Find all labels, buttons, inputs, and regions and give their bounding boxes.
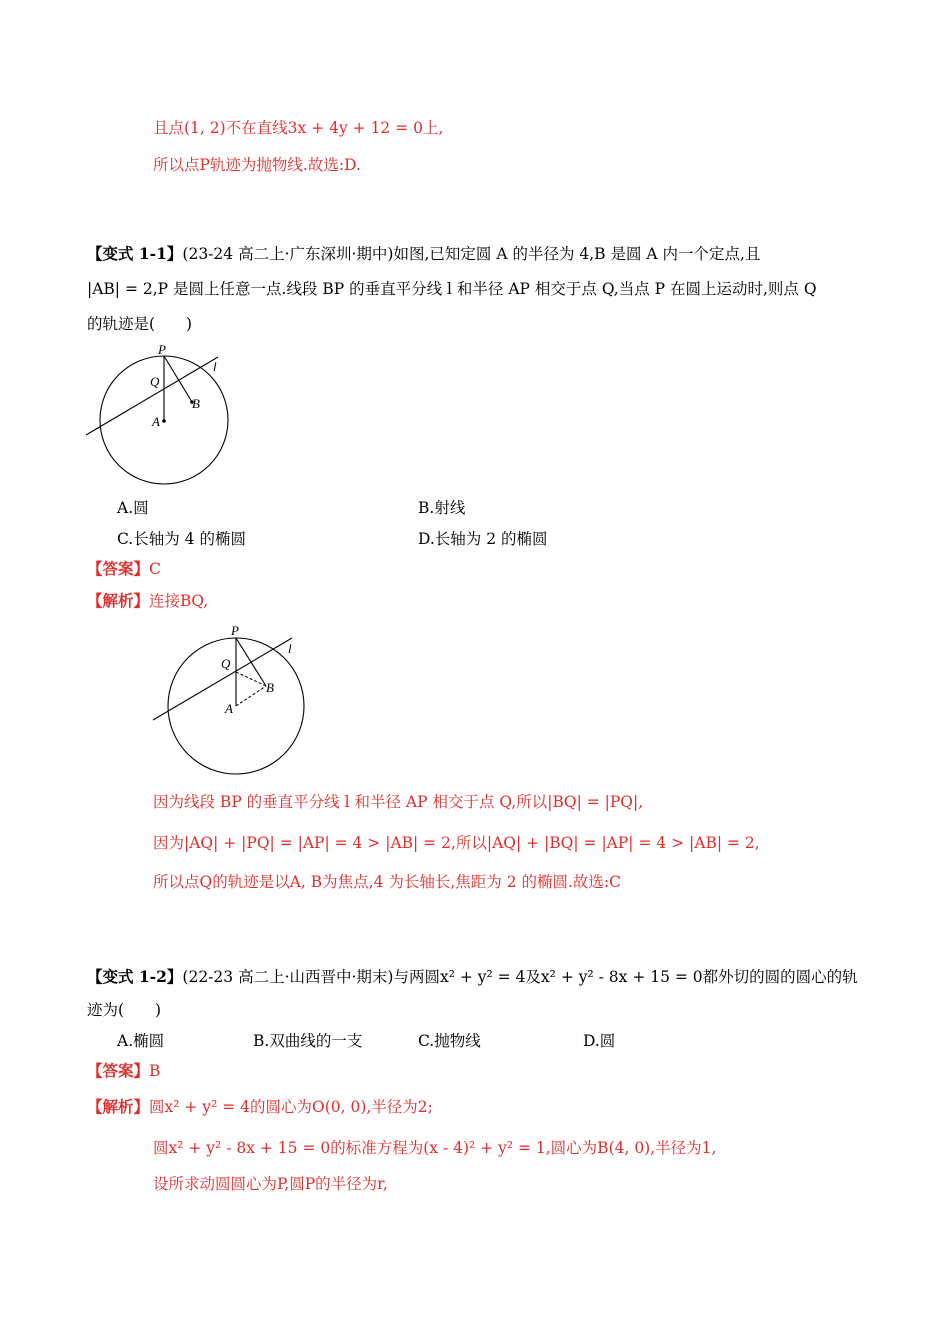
figure1-label-b: B [192, 396, 200, 411]
q1-stem-text-1: (23-24 高二上·广东深圳·期中)如图,已知定圆 A 的半径为 4,B 是圆 A 内一个定点,且 [182, 245, 761, 263]
q1-option-d: D.长轴为 2 的椭圆 [418, 530, 548, 548]
q1-solution-line-3: 所以点Q的轨迹是以A, B为焦点,4 为长轴长,焦距为 2 的椭圆.故选:C [153, 873, 622, 891]
figure2-label-b: B [266, 680, 274, 695]
q2-answer-value: B [149, 1062, 161, 1080]
q1-figure [80, 342, 250, 492]
q2-option-b: B.双曲线的一支 [253, 1032, 363, 1050]
figure2-label-l: l [288, 641, 292, 656]
figure1-label-p: P [158, 342, 166, 357]
q1-solution-line-2: 因为|AQ| + |PQ| = |AP| = 4 > |AB| = 2,所以|AQ| + |BQ| = |AP| = 4 > |AB| = 2, [153, 834, 760, 852]
figure1-label-a: A [152, 414, 160, 429]
q1-solution-figure [148, 620, 308, 780]
figure1-segment-bp [164, 356, 192, 402]
top-line-2: 所以点P轨迹为抛物线.故选:D. [153, 156, 361, 174]
q2-analysis-first: 圆x² + y² = 4的圆心为O(0, 0),半径为2; [149, 1098, 433, 1116]
q1-analysis-line [87, 591, 208, 611]
q2-option-c: C.抛物线 [418, 1032, 481, 1050]
q1-answer-line [87, 559, 161, 579]
figure1-label-l: l [213, 359, 217, 374]
q2-answer-line [87, 1061, 160, 1081]
figure1-point-a [162, 419, 166, 423]
figure2-label-p: P [231, 623, 239, 638]
q2-solution-line-2: 设所求动圆圆心为P,圆P的半径为r, [153, 1175, 388, 1193]
figure2-label-q: Q [221, 656, 231, 671]
q1-analysis-first: 连接BQ, [149, 592, 209, 610]
q2-stem-line-2: 迹为( ) [87, 1001, 162, 1019]
q1-analysis-tag: 【解析】 [87, 591, 150, 610]
q2-option-d: D.圆 [583, 1032, 616, 1050]
q1-answer-value: C [149, 560, 161, 578]
q1-answer-tag: 【答案】 [87, 559, 150, 578]
figure2-segment-ab [236, 686, 266, 706]
figure2-label-a: A [225, 701, 233, 716]
q1-stem-line-3: 的轨迹是( ) [87, 315, 193, 333]
q1-tag: 【变式 1-1】 [87, 244, 183, 263]
q2-answer-tag: 【答案】 [87, 1061, 150, 1080]
q2-analysis-tag: 【解析】 [87, 1097, 150, 1116]
q2-tag: 【变式 1-2】 [87, 967, 183, 986]
q1-solution-line-1: 因为线段 BP 的垂直平分线 l 和半径 AP 相交于点 Q,所以|BQ| = |PQ|, [153, 793, 644, 811]
q1-stem-line-1 [87, 244, 760, 264]
q2-analysis-line [87, 1097, 433, 1117]
q2-solution-line-1: 圆x² + y² - 8x + 15 = 0的标准方程为(x - 4)² + y² = 1,圆心为B(4, 0),半径为1, [153, 1139, 717, 1157]
q2-stem-text-1: (22-23 高二上·山西晋中·期末)与两圆x² + y² = 4及x² + y² - 8x + 15 = 0都外切的圆的圆心的轨 [182, 968, 858, 986]
q1-option-c: C.长轴为 4 的椭圆 [117, 530, 246, 548]
q2-option-a: A.椭圆 [117, 1032, 165, 1050]
q1-option-a: A.圆 [117, 499, 149, 517]
top-line-1: 且点(1, 2)不在直线3x + 4y + 12 = 0上, [153, 119, 444, 137]
q1-stem-line-2: |AB| = 2,P 是圆上任意一点.线段 BP 的垂直平分线 l 和半径 AP 相交于点 Q,当点 P 在圆上运动时,则点 Q [87, 280, 817, 298]
q1-option-b: B.射线 [418, 499, 466, 517]
figure1-label-q: Q [150, 374, 160, 389]
q2-stem-line-1 [87, 967, 858, 987]
